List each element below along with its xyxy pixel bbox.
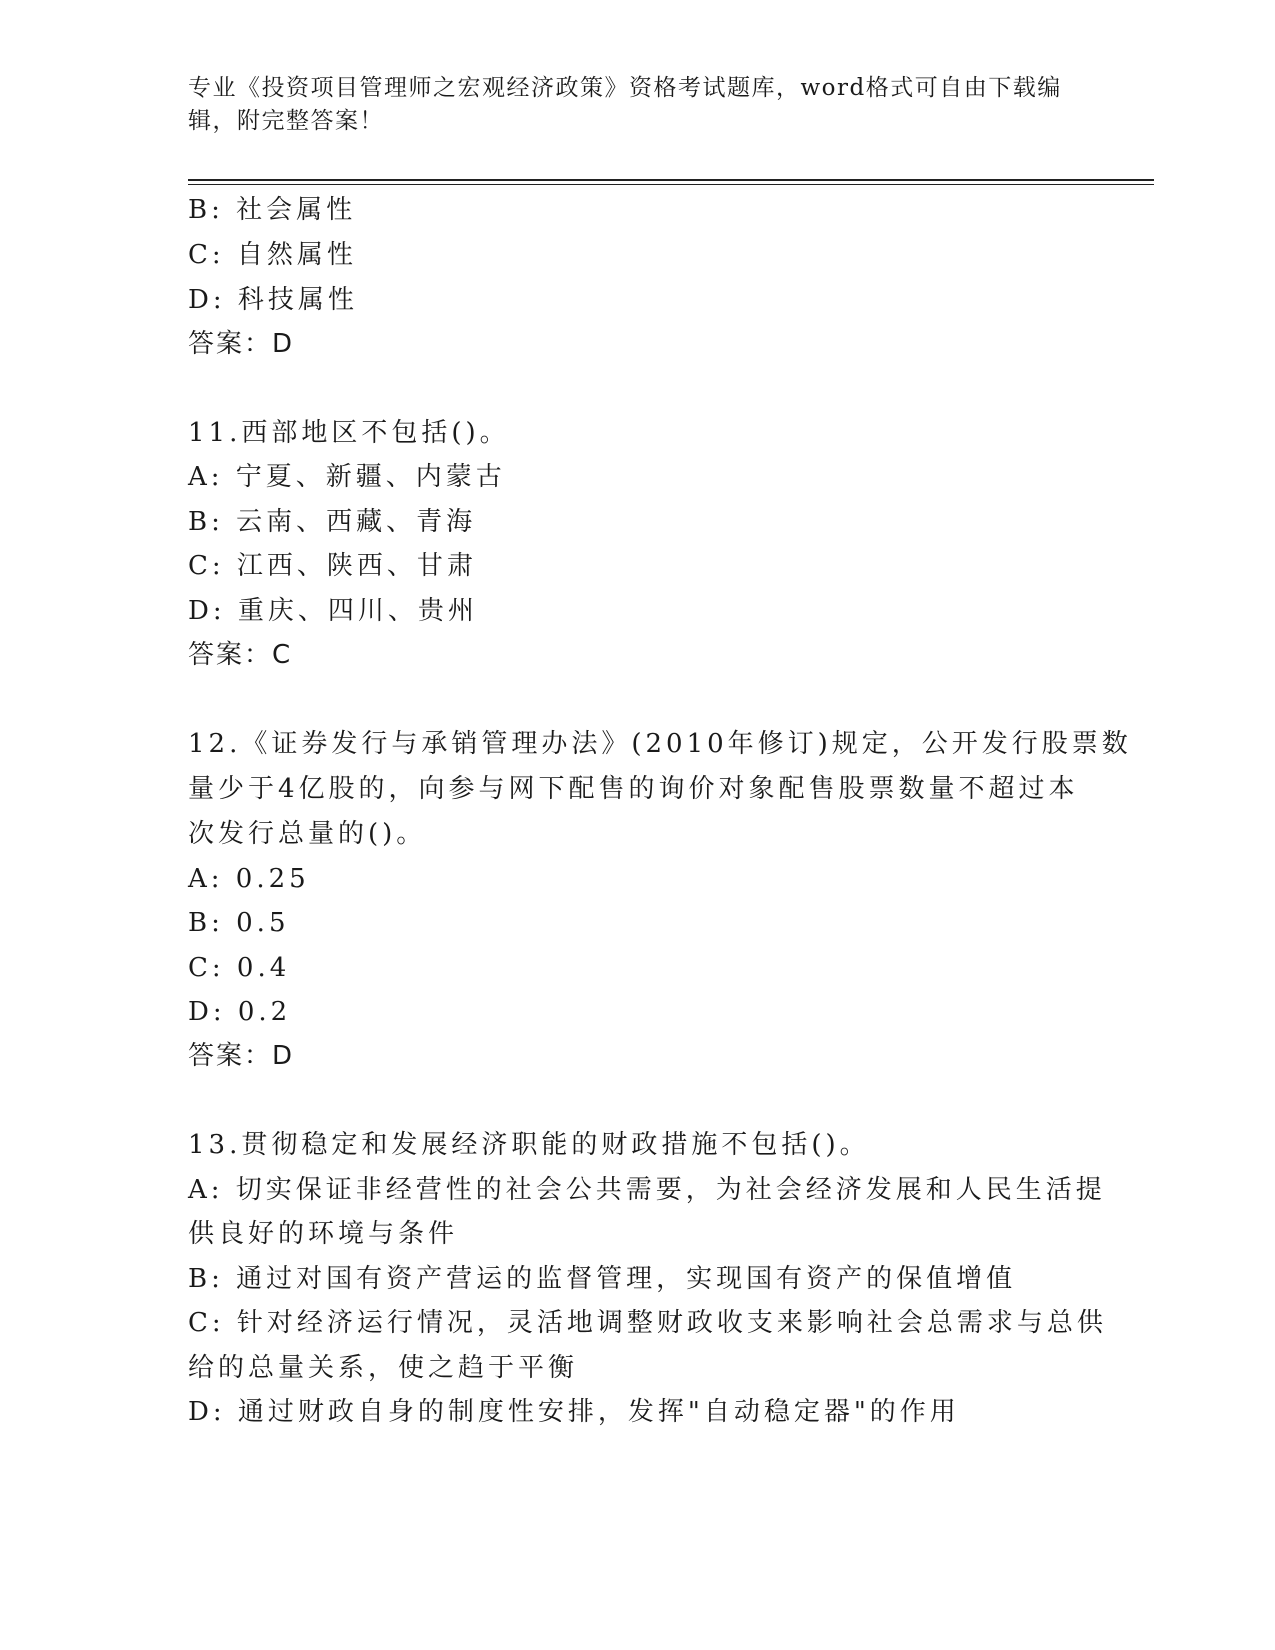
option-c: C: 0.4 [188,953,291,983]
option-a-line-2: 供良好的环境与条件 [188,1219,459,1249]
document-header: 专业《投资项目管理师之宏观经济政策》资格考试题库，word格式可自由下载编辑，附完整答案！ [188,75,1062,134]
question-13: 13.贯彻稳定和发展经济职能的财政措施不包括()。 [188,1130,870,1160]
option-b: B: 0.5 [188,908,290,938]
option-c: C: 自然属性 [188,240,357,270]
option-c-line-1: C: 针对经济运行情况，灵活地调整财政收支来影响社会总需求与总供 [188,1308,1107,1338]
option-b: B: 云南、西藏、青海 [188,507,477,537]
question-12-line-3: 次发行总量的()。 [188,819,427,849]
option-b: B: 通过对国有资产营运的监督管理，实现国有资产的保值增值 [188,1264,1017,1294]
answer-line: 答案：C [188,640,293,670]
option-a: A: 0.25 [188,864,310,894]
question-12-line-2: 量少于4亿股的，向参与网下配售的询价对象配售股票数量不超过本 [188,774,1079,804]
question-12-line-1: 12.《证券发行与承销管理办法》(2010年修订)规定，公开发行股票数 [188,729,1132,759]
header-divider [188,179,1154,185]
answer-line: 答案：D [188,329,295,359]
option-c-line-2: 给的总量关系，使之趋于平衡 [188,1353,579,1383]
option-a: A: 宁夏、新疆、内蒙古 [188,462,506,492]
option-d: D: 通过财政自身的制度性安排，发挥"自动稳定器"的作用 [188,1397,960,1427]
answer-line: 答案：D [188,1041,295,1071]
option-d: D: 重庆、四川、贵州 [188,596,478,626]
option-d: D: 科技属性 [188,285,358,315]
option-b: B: 社会属性 [188,195,357,225]
question-11: 11.西部地区不包括()。 [188,418,510,448]
option-d: D: 0.2 [188,997,292,1027]
option-a-line-1: A: 切实保证非经营性的社会公共需要，为社会经济发展和人民生活提 [188,1175,1106,1205]
option-c: C: 江西、陕西、甘肃 [188,551,477,581]
